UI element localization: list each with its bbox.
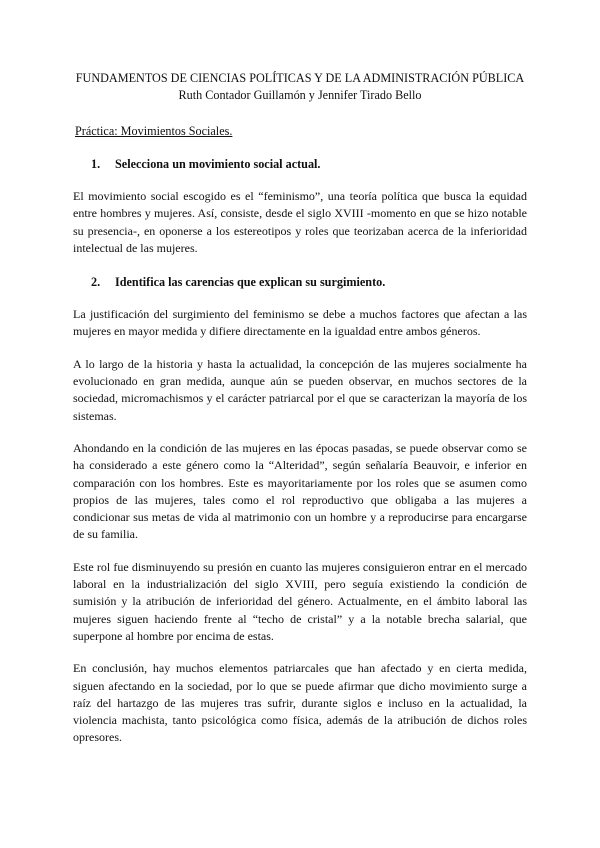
- course-title: FUNDAMENTOS DE CIENCIAS POLÍTICAS Y DE LA ADMINISTRACIÓN PÚBLICA: [75, 71, 525, 85]
- document-header: [73, 70, 527, 104]
- question-text: Selecciona un movimiento social actual.: [115, 157, 321, 171]
- question-text: Identifica las carencias que explican su surgimiento.: [115, 275, 386, 290]
- paragraph-4: Ahondando en la condición de las mujeres en las épocas pasadas, se puede observar como se ha considerado a este género como la “Alteridad”, según señalaría Beauvoir, e inferior en comparación con los hombres. Este es mayoritariamente por los roles que se asumen como propios de las mujeres, tales como el rol reproductivo que obligaba a las mujeres a condicionar sus metas de vida al matrimonio con un hombre y a reproducirse para encargarse de su familia.: [73, 440, 527, 542]
- paragraph-5: Este rol fue disminuyendo su presión en cuanto las mujeres consiguieron entrar en el mercado laboral en la industrialización del siglo XVIII, pero seguía existiendo la condición de sumisión y la atribución de inferioridad del género. Actualmente, en el ámbito laboral las mujeres siguen haciendo frente al “techo de cristal” y a la notable brecha salarial, que superpone al hombre por encima de estas.: [73, 559, 527, 643]
- paragraph-3: A lo largo de la historia y hasta la actualidad, la concepción de las mujeres socialmente ha evolucionado en gran medida, aunque aún se pueden observar, en muchos sectores de la sociedad, micromachismos y el carácter patriarcal por el que se caracterizan la mayoría de los sistemas.: [73, 356, 527, 423]
- question-number: 2.: [91, 275, 101, 290]
- paragraph-6: En conclusión, hay muchos elementos patriarcales que han afectado y en cierta medida, siguen afectando en la sociedad, por lo que se puede afirmar que dicho movimiento surge a raíz del hartazgo de las mujeres tras sufrir, durante siglos e incluso en la actualidad, la violencia machista, tanto psicológica como física, además de la atribución de dichos roles opresores.: [73, 661, 527, 745]
- authors-line: Ruth Contador Guillamón y Jennifer Tirado Bello: [178, 88, 422, 102]
- practice-title: Práctica: Movimientos Sociales.: [75, 124, 233, 138]
- paragraph-2: La justificación del surgimiento del feminismo se debe a muchos factores que afectan a las mujeres en mayor medida y difiere directamente en la igualdad entre ambos géneros.: [73, 307, 527, 339]
- question-2: [91, 275, 527, 290]
- question-number: 1.: [91, 157, 101, 171]
- paragraph-1: El movimiento social escogido es el “feminismo”, una teoría política que busca la equidad entre hombres y mujeres. Así, consiste, desde el siglo XVIII -momento en que se hizo notable su presencia-, en oponerse a los estereotipos y roles que teorizaban acerca de la inferioridad intelectual de las mujeres.: [73, 189, 527, 255]
- question-1: [91, 157, 527, 172]
